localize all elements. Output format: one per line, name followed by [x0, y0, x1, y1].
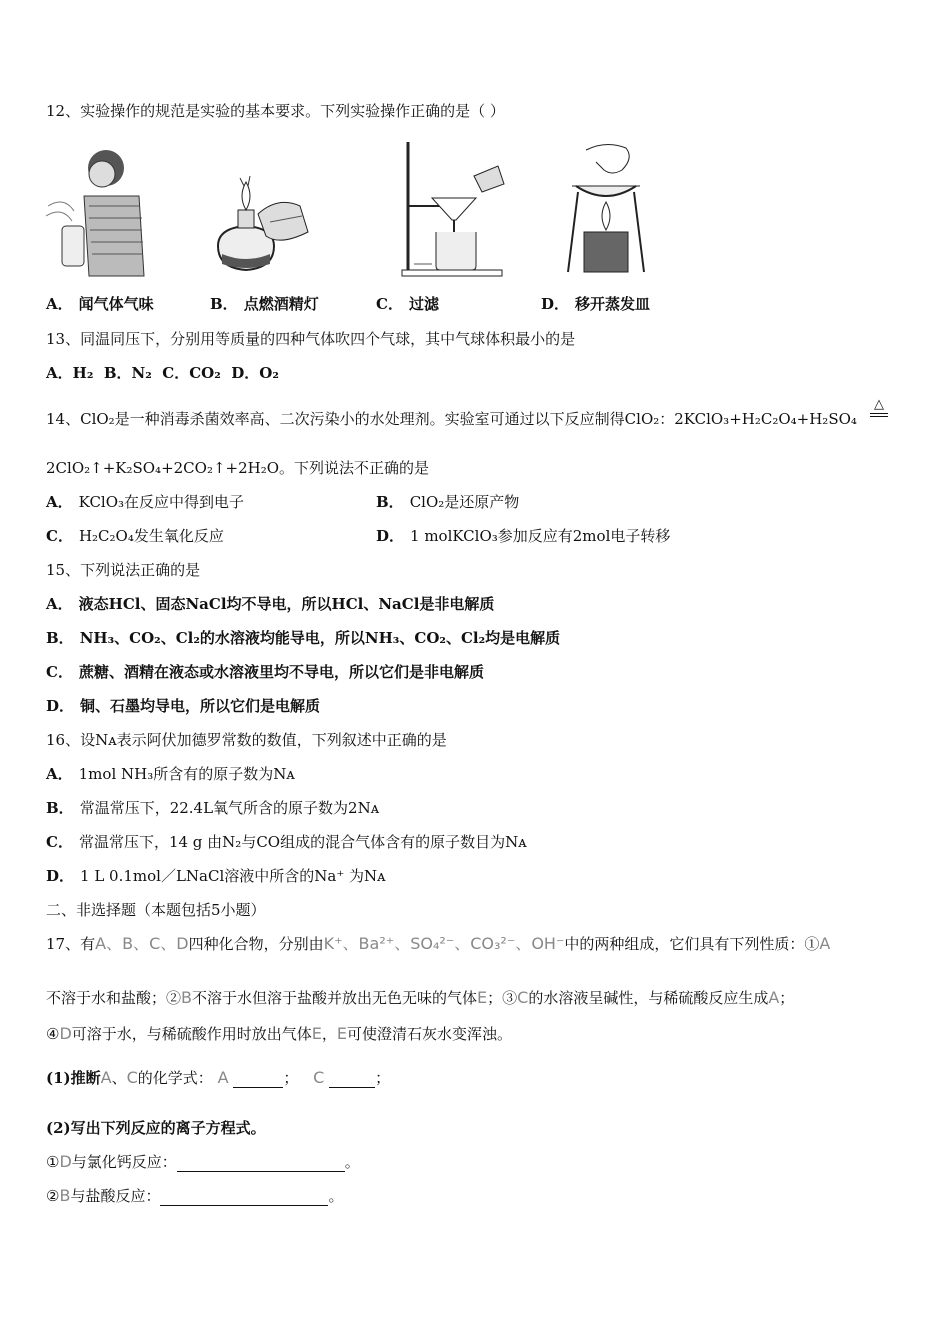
q17-sub1: ①D与氯化钙反应： 。	[46, 1152, 360, 1171]
q16-option-c: C． 常温常压下，14 g 由N₂与CO组成的混合气体含有的原子数目为Nᴀ	[46, 833, 527, 851]
q16-stem: 16、设Nᴀ表示阿伏加德罗常数的数值，下列叙述中正确的是	[46, 731, 447, 749]
q17-line3: ④D可溶于水，与稀硫酸作用时放出气体E，E可使澄清石灰水变浑浊。	[46, 1024, 513, 1043]
q17-line2: 不溶于水和盐酸；②B不溶于水但溶于盐酸并放出无色无味的气体E；③C的水溶液呈碱性，与稀硫酸反应生成A；	[46, 988, 795, 1007]
q13-stem: 13、同温同压下，分别用等质量的四种气体吹四个气球，其中气球体积最小的是	[46, 330, 576, 348]
section-2-title: 二、非选择题（本题包括5小题）	[46, 901, 266, 919]
answer-blank-a[interactable]	[233, 1087, 283, 1088]
q12-option-b: B． 点燃酒精灯	[210, 295, 319, 313]
q14-option-a: A． KClO₃在反应中得到电子	[46, 493, 245, 511]
q17-part2: (2)写出下列反应的离子方程式。	[46, 1119, 266, 1137]
q17-part1: (1)推断A、C的化学式： A ； C ；	[46, 1068, 391, 1087]
q14-option-c: C． H₂C₂O₄发生氧化反应	[46, 527, 224, 545]
q16-option-a: A． 1mol NH₃所含有的原子数为Nᴀ	[46, 765, 295, 783]
q14-stem-continued: 2ClO₂↑+K₂SO₄+2CO₂↑+2H₂O。下列说法不正确的是	[46, 459, 430, 477]
figure-smelling-gas	[44, 136, 164, 278]
q12-option-a: A． 闻气体气味	[46, 295, 154, 313]
q15-stem: 15、下列说法正确的是	[46, 561, 201, 579]
figure-alcohol-lamp	[210, 136, 330, 278]
answer-blank-d-reaction[interactable]	[177, 1171, 345, 1172]
q16-option-d: D． 1 L 0.1mol／LNaCl溶液中所含的Na⁺ 为Nᴀ	[46, 867, 386, 885]
q15-option-a: A． 液态HCl、固态NaCl均不导电，所以HCl、NaCl是非电解质	[46, 595, 495, 613]
q17-line1: 17、有A、B、C、D四种化合物，分别由K⁺、Ba²⁺、SO₄²⁻、CO₃²⁻、OH⁻中的两种组成，它们具有下列性质：①A	[46, 934, 831, 953]
q15-option-b: B． NH₃、CO₂、Cl₂的水溶液均能导电，所以NH₃、CO₂、Cl₂均是电解质	[46, 629, 561, 647]
q14-heat-equals: △	[870, 398, 888, 417]
q13-options: A．H₂ B．N₂ C．CO₂ D．O₂	[46, 364, 279, 382]
q15-option-c: C． 蔗糖、酒精在液态或水溶液里均不导电，所以它们是非电解质	[46, 663, 484, 681]
q15-option-d: D． 铜、石墨均导电，所以它们是电解质	[46, 697, 321, 715]
q14-option-b: B． ClO₂是还原产物	[376, 493, 520, 511]
q12-option-d: D． 移开蒸发皿	[541, 295, 651, 313]
q16-option-b: B． 常温常压下，22.4L氧气所含的原子数为2Nᴀ	[46, 799, 380, 817]
q17-sub2: ②B与盐酸反应： 。	[46, 1186, 344, 1205]
figure-evaporating-dish	[556, 136, 676, 278]
q14-option-d: D． 1 molKClO₃参加反应有2mol电子转移	[376, 527, 671, 545]
answer-blank-b-reaction[interactable]	[160, 1205, 328, 1206]
q12-option-c: C． 过滤	[376, 295, 439, 313]
q14-stem: 14、ClO₂是一种消毒杀菌效率高、二次污染小的水处理剂。实验室可通过以下反应制得ClO₂：2KClO₃+H₂C₂O₄+H₂SO₄	[46, 410, 857, 428]
q12-stem: 12、实验操作的规范是实验的基本要求。下列实验操作正确的是（ ）	[46, 102, 505, 120]
answer-blank-c[interactable]	[329, 1087, 375, 1088]
figure-filtration	[394, 136, 514, 278]
